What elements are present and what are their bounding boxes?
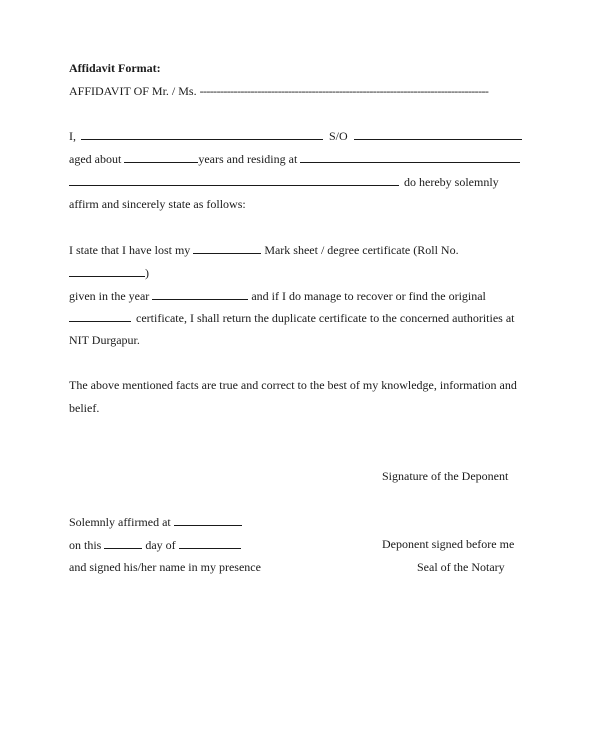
date-line — [69, 537, 241, 552]
given-year-label: given in the year — [69, 289, 150, 303]
facts-line: The above mentioned facts are true and correct to the best of my knowledge, information and — [69, 378, 517, 392]
year-line — [69, 288, 486, 303]
age-line — [69, 151, 520, 166]
age-blank — [124, 151, 198, 163]
name-line — [69, 128, 522, 143]
affidavit-of-dashes: ------------------------------------------------------------------------------------- — [199, 84, 489, 98]
month-blank — [179, 537, 241, 549]
address-line — [69, 174, 499, 189]
roll-no-line — [69, 265, 149, 280]
aged-about-label: aged about — [69, 152, 122, 166]
signed-presence-label: and signed his/her name in my presence — [69, 560, 261, 574]
day-of-label: day of — [145, 538, 176, 552]
do-hereby-label: do hereby solemnly — [404, 175, 499, 189]
affidavit-of-line — [69, 84, 488, 98]
marksheet-label: Mark sheet / degree certificate (Roll No. — [264, 243, 459, 257]
father-name-blank — [354, 128, 522, 140]
belief-line: belief. — [69, 401, 100, 415]
address-blank — [69, 174, 399, 186]
signature-label: Signature of the Deponent — [382, 469, 509, 483]
solemnly-line — [69, 514, 242, 529]
affidavit-of-label: AFFIDAVIT OF Mr. / Ms. — [69, 84, 197, 98]
certificate-label: certificate, I shall return the duplicate certificate to the concerned authorities at — [136, 311, 515, 325]
i-label: I, — [69, 129, 76, 143]
years-residing-label: years and residing at — [198, 152, 298, 166]
solemnly-label: Solemnly affirmed at — [69, 515, 171, 529]
year-blank — [152, 288, 248, 300]
recover-label: and if I do manage to recover or find the original — [251, 289, 486, 303]
so-label: S/O — [329, 129, 348, 143]
roll-no-blank — [69, 265, 145, 277]
institute-line: NIT Durgapur. — [69, 333, 140, 347]
lost-label: I state that I have lost my — [69, 243, 191, 257]
notary-seal-label: Seal of the Notary — [417, 560, 505, 574]
deponent-signed-label: Deponent signed before me — [382, 537, 515, 551]
document-heading: Affidavit Format: — [69, 61, 161, 75]
on-this-label: on this — [69, 538, 102, 552]
lost-line — [69, 242, 459, 257]
lost-item-blank — [193, 242, 261, 254]
affirm-line: affirm and sincerely state as follows: — [69, 197, 246, 211]
close-paren: ) — [145, 266, 149, 280]
place-blank — [174, 514, 242, 526]
residence-blank — [300, 151, 520, 163]
name-blank — [81, 128, 323, 140]
day-blank — [104, 537, 142, 549]
certificate-line — [69, 310, 514, 325]
certificate-blank — [69, 310, 131, 322]
